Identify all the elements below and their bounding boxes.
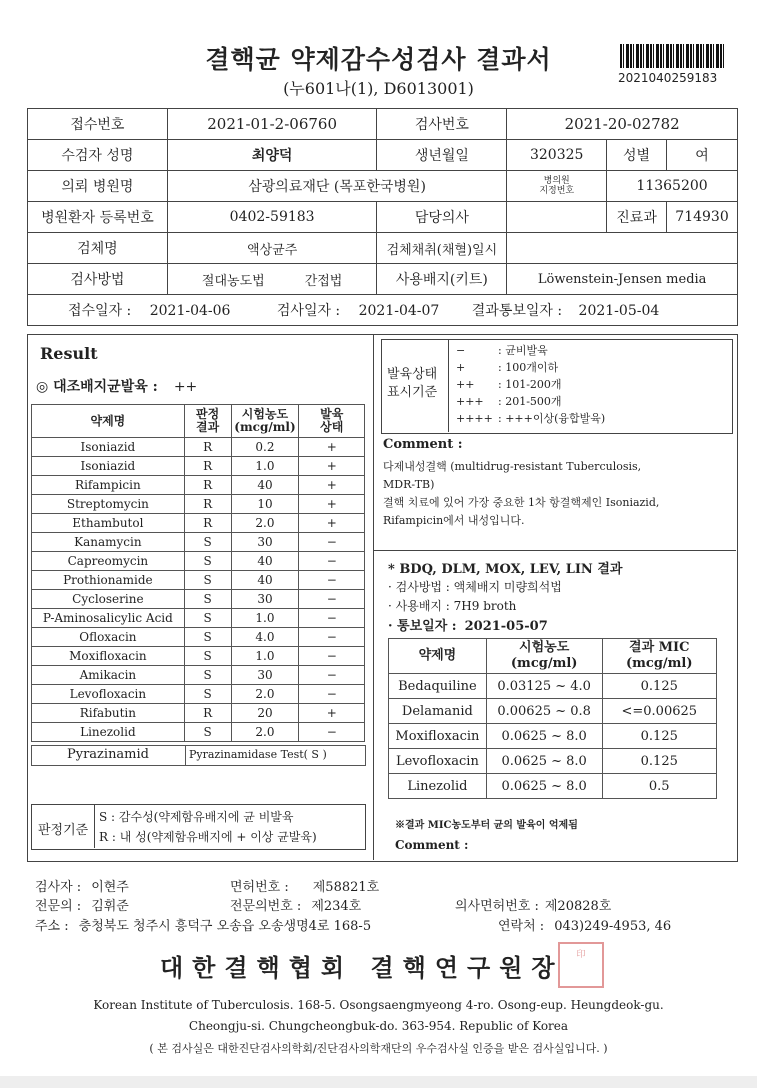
growth-cell: + (299, 514, 365, 533)
control-growth: ◎ 대조배지균발육 : ++ (36, 379, 198, 395)
col-judge: 판정 결과 (184, 405, 231, 438)
conc-cell: 20 (231, 704, 299, 723)
conc-cell: 2.0 (231, 685, 299, 704)
table-row (389, 674, 717, 699)
org-name: 대한결핵협회 결핵연구원장 (160, 953, 564, 982)
document-subtitle: (누601나(1), D6013001) (283, 79, 474, 98)
mic-drug-cell: Moxifloxacin (389, 724, 487, 749)
method-label: 검사방법 (28, 264, 168, 295)
criteria-r: R : 내 성(약제함유배지에 + 이상 균발육) (99, 830, 317, 844)
growth-cell: − (299, 647, 365, 666)
judge-cell: S (184, 609, 231, 628)
growth-cell: − (299, 723, 365, 742)
drug-cell: Streptomycin (32, 495, 185, 514)
drug-cell: Capreomycin (32, 552, 185, 571)
header-table (27, 108, 738, 326)
col-conc: 시험농도 (mcg/ml) (231, 405, 299, 438)
criteria-label: 판정기준 (38, 823, 89, 838)
conc-cell: 10 (231, 495, 299, 514)
bottom-strip (0, 1076, 757, 1088)
mic-value-cell: <=0.00625 (602, 699, 716, 724)
judge-cell: R (184, 514, 231, 533)
mic-drug-cell: Linezolid (389, 774, 487, 799)
mic-value-cell: 0.125 (602, 724, 716, 749)
conc-cell: 1.0 (231, 457, 299, 476)
collection-value (507, 233, 738, 264)
criteria-divider (94, 804, 95, 848)
drug-cell: Isoniazid (32, 438, 185, 457)
table-row (389, 699, 717, 724)
mic-note: ※결과 MIC농도부터 균의 발육이 억제됨 (395, 820, 578, 831)
judge-cell: S (184, 533, 231, 552)
conc-cell: 30 (231, 590, 299, 609)
table-row (389, 724, 717, 749)
org-en-line-2: Cheongju-si. Chungcheongbuk-do. 363-954. Republic of Korea (188, 1019, 569, 1033)
table-row (32, 438, 365, 457)
mic-heading: * BDQ, DLM, MOX, LEV, LIN 결과 (388, 562, 623, 577)
growth-cell: − (299, 533, 365, 552)
mic-drug-cell: Delamanid (389, 699, 487, 724)
judge-cell: S (184, 571, 231, 590)
patient-name-label: 수검자 성명 (28, 140, 168, 171)
judge-cell: R (184, 495, 231, 514)
mic-date: · 통보일자 : 2021-05-07 (388, 619, 548, 634)
conc-cell: 4.0 (231, 628, 299, 647)
doctor-value (507, 202, 607, 233)
mic-col-mic: 결과 MIC (mcg/ml) (602, 639, 716, 674)
conc-cell: 1.0 (231, 609, 299, 628)
official-seal-icon: 印 (558, 942, 604, 988)
drug-cell: Rifabutin (32, 704, 185, 723)
reception-no-label: 접수번호 (28, 109, 168, 140)
result-heading: Result (40, 344, 98, 363)
mic-col-conc: 시험농도 (mcg/ml) (486, 639, 602, 674)
mic-drug-cell: Bedaquiline (389, 674, 487, 699)
growth-cell: − (299, 609, 365, 628)
mic-method: · 검사방법 : 액체배지 미량희석법 (388, 580, 562, 594)
judge-cell: R (184, 476, 231, 495)
table-row (32, 514, 365, 533)
col-drug: 약제명 (32, 405, 185, 438)
conc-cell: 40 (231, 476, 299, 495)
pza-row (31, 745, 366, 766)
col-growth: 발육 상태 (299, 405, 365, 438)
conc-cell: 30 (231, 533, 299, 552)
legend-line: + : 100개이하 (456, 361, 559, 374)
drug-cell: Levofloxacin (32, 685, 185, 704)
table-row (32, 647, 365, 666)
pza-drug: Pyrazinamid (67, 747, 149, 762)
hospital-label: 의뢰 병원명 (28, 171, 168, 202)
dept-value: 714930 (667, 202, 738, 233)
conc-cell: 40 (231, 552, 299, 571)
test-no-label: 검사번호 (377, 109, 507, 140)
contact-line: 연락처 : 043)249-4953, 46 (498, 919, 672, 934)
growth-cell: + (299, 438, 365, 457)
growth-cell: − (299, 590, 365, 609)
reception-no: 2021-01-2-06760 (167, 109, 377, 140)
drug-cell: Ethambutol (32, 514, 185, 533)
tester-line: 검사자 : 이현주 (35, 880, 129, 895)
criteria-s: S : 감수성(약제함유배지에 균 비발육 (99, 810, 294, 824)
mic-col-drug: 약제명 (389, 639, 487, 674)
legend-line: ++ : 101-200개 (456, 378, 562, 391)
patient-name: 최양덕 (167, 140, 377, 171)
table-row (32, 552, 365, 571)
certification-note: ( 본 검사실은 대한진단검사의학회/진단검사의학재단의 우수검사실 인증을 받은 검사실입니다. ) (149, 1042, 608, 1055)
birth-label: 생년월일 (377, 140, 507, 171)
sex-label: 성별 (607, 140, 667, 171)
license-line: 면허번호 : 제58821호 (230, 880, 380, 895)
specimen-label: 검체명 (28, 233, 168, 264)
conc-cell: 2.0 (231, 723, 299, 742)
comment-text: 다제내성결핵 (multidrug-resistant Tuberculosis, MDR-TB) 결핵 치료에 있어 가장 중요한 1차 항결핵제인 Isoniazid, Rifampicin에서 내성입니다. (383, 460, 660, 527)
conc-cell: 40 (231, 571, 299, 590)
growth-legend-label: 발육상태 표시기준 (387, 367, 438, 400)
table-row (32, 571, 365, 590)
legend-line: +++ : 201-500개 (456, 395, 562, 408)
drug-cell: Isoniazid (32, 457, 185, 476)
drug-cell: Cycloserine (32, 590, 185, 609)
mic-range-cell: 0.00625 ~ 0.8 (486, 699, 602, 724)
address-line: 주소 : 충청북도 청주시 흥덕구 오송읍 오송생명4로 168-5 (35, 919, 372, 934)
patient-reg: 0402-59183 (167, 202, 377, 233)
susceptibility-table (31, 404, 365, 742)
growth-cell: + (299, 495, 365, 514)
birth-value: 320325 (507, 140, 607, 171)
table-row (32, 609, 365, 628)
judge-cell: S (184, 628, 231, 647)
table-row (32, 457, 365, 476)
hospital-name: 삼광의료재단 (목포한국병원) (167, 171, 506, 202)
conc-cell: 2.0 (231, 514, 299, 533)
judge-cell: R (184, 438, 231, 457)
table-row (32, 628, 365, 647)
collection-label: 검체채취(채혈)일시 (377, 233, 507, 264)
drug-cell: Amikacin (32, 666, 185, 685)
growth-legend-lines (456, 342, 605, 427)
mic-drug-cell: Levofloxacin (389, 749, 487, 774)
section-divider (373, 550, 736, 551)
sex-value: 여 (667, 140, 738, 171)
table-row (32, 685, 365, 704)
media-value: Löwenstein-Jensen media (507, 264, 738, 295)
mic-value-cell: 0.125 (602, 674, 716, 699)
growth-cell: + (299, 457, 365, 476)
pza-result: Pyrazinamidase Test( S ) (189, 748, 327, 761)
judge-cell: S (184, 590, 231, 609)
org-en-line-1: Korean Institute of Tuberculosis. 168-5. Osongsaengmyeong 4-ro. Osong-eup. Heungdeok-gu. (93, 998, 664, 1012)
table-row (32, 723, 365, 742)
method-value: 절대농도법 간접법 (167, 264, 377, 295)
table-row (32, 476, 365, 495)
table-row (389, 749, 717, 774)
growth-cell: − (299, 552, 365, 571)
conc-cell: 30 (231, 666, 299, 685)
test-no: 2021-20-02782 (507, 109, 738, 140)
judge-cell: S (184, 552, 231, 571)
drug-cell: Moxifloxacin (32, 647, 185, 666)
drug-cell: Kanamycin (32, 533, 185, 552)
growth-cell: − (299, 685, 365, 704)
judge-cell: S (184, 685, 231, 704)
judge-cell: S (184, 647, 231, 666)
mic-value-cell: 0.125 (602, 749, 716, 774)
growth-cell: − (299, 571, 365, 590)
judge-cell: R (184, 457, 231, 476)
comment-label: Comment : (383, 437, 463, 452)
panel-divider (373, 334, 374, 860)
barcode-number: 2021040259183 (618, 71, 718, 85)
mic-table (388, 638, 717, 799)
growth-legend-divider (448, 339, 449, 432)
pza-divider (185, 746, 186, 765)
conc-cell: 1.0 (231, 647, 299, 666)
specialist-line: 전문의 : 김휘준 (35, 899, 129, 914)
specimen-value: 액상균주 (167, 233, 377, 264)
growth-cell: − (299, 666, 365, 685)
growth-cell: + (299, 704, 365, 723)
drug-cell: Linezolid (32, 723, 185, 742)
document-title: 결핵균 약제감수성검사 결과서 (205, 45, 552, 74)
drug-cell: Prothionamide (32, 571, 185, 590)
media-label: 사용배지(키트) (377, 264, 507, 295)
table-row (32, 590, 365, 609)
doctor-label: 담당의사 (377, 202, 507, 233)
table-row (32, 666, 365, 685)
dept-label: 진료과 (607, 202, 667, 233)
mic-range-cell: 0.0625 ~ 8.0 (486, 749, 602, 774)
mic-value-cell: 0.5 (602, 774, 716, 799)
barcode-icon (620, 44, 726, 68)
table-row (32, 533, 365, 552)
table-row (389, 774, 717, 799)
drug-cell: Rifampicin (32, 476, 185, 495)
judge-cell: R (184, 704, 231, 723)
growth-cell: + (299, 476, 365, 495)
table-row (32, 495, 365, 514)
legend-line: − : 균비발육 (456, 344, 548, 357)
judge-cell: S (184, 723, 231, 742)
mic-comment-label: Comment : (395, 838, 469, 852)
conc-cell: 0.2 (231, 438, 299, 457)
legend-line: ++++ : +++이상(융합발육) (456, 412, 606, 425)
hospital-code-label: 병의원 지정번호 (507, 171, 607, 202)
specialist-no-line: 전문의번호 : 제234호 (230, 899, 362, 914)
mic-range-cell: 0.0625 ~ 8.0 (486, 724, 602, 749)
drug-cell: Ofloxacin (32, 628, 185, 647)
judge-cell: S (184, 666, 231, 685)
mic-range-cell: 0.03125 ~ 4.0 (486, 674, 602, 699)
mic-media: · 사용배지 : 7H9 broth (388, 599, 517, 613)
growth-cell: − (299, 628, 365, 647)
patient-reg-label: 병원환자 등록번호 (28, 202, 168, 233)
mic-range-cell: 0.0625 ~ 8.0 (486, 774, 602, 799)
dates-row: 접수일자 : 2021-04-06 검사일자 : 2021-04-07 결과통보일자 : 2021-05-04 (28, 295, 738, 326)
doctor-license-line: 의사면허번호 : 제20828호 (455, 899, 612, 914)
drug-cell: P-Aminosalicylic Acid (32, 609, 185, 628)
hospital-code: 11365200 (607, 171, 738, 202)
table-row (32, 704, 365, 723)
